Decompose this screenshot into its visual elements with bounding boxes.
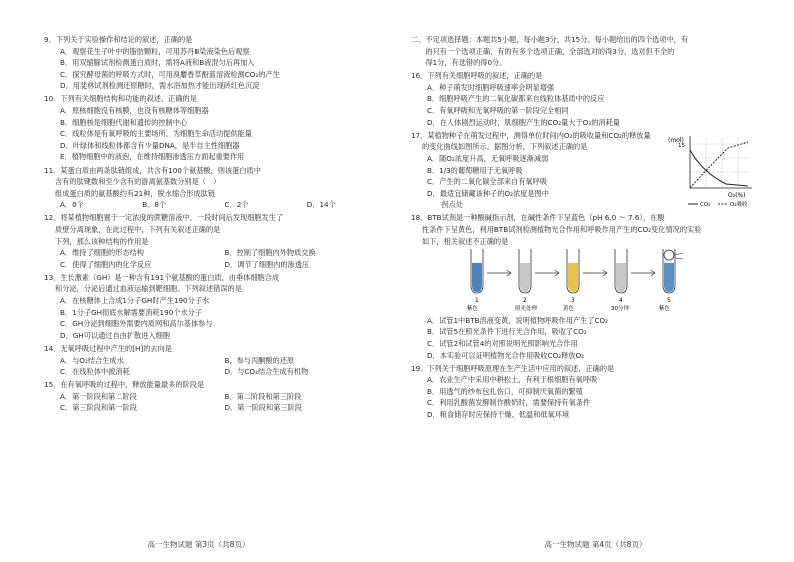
tube-label: 30分钟 [611, 306, 629, 312]
option-b: B．1分子GH彻底水解需要消耗190个水分子 [60, 307, 203, 317]
question-17 [411, 130, 758, 211]
option-row [44, 355, 389, 367]
option-d: D．GH可以通过自由扩散进入细胞 [60, 330, 170, 340]
option-a: A．在核糖体上合成1分子GH时产生190分子水 [60, 296, 210, 306]
question-text: 质壁分离现象，在此过程中，下列有关叙述正确的是 [55, 225, 221, 234]
option-a: A．第一阶段和第二阶段 [60, 391, 137, 401]
tube-number: 5 [667, 297, 671, 305]
question-stem: 17．某植物种子在萌发过程中，测得单位时间内O₂的吸收量和CO₂的释放量 [411, 130, 651, 140]
question-stem: 12．将某植物细胞置于一定浓度的蔗糖溶液中，一段时间后发现细胞发生了 [44, 213, 284, 223]
question-stem: 16．下列有关细胞呼吸的叙述，正确的是 [411, 71, 543, 81]
option-b: B．试管5在照光条件下进行光合作用，吸收了CO₂ [427, 327, 587, 337]
option-row [44, 199, 389, 211]
question-19 [411, 363, 758, 421]
option-c: C．试管2和试管4的对照说明光照影响光合作用 [427, 338, 578, 348]
tube-label: 紫色 [467, 306, 479, 312]
option-row [44, 366, 389, 378]
tube-number: 2 [523, 297, 527, 305]
option-a: A．原核细胞没有核膜，也没有核糖体等细胞器 [60, 106, 209, 116]
option-row [44, 402, 389, 414]
option-b: B．用双缩脲试剂检测蛋白质时，需将A液和B液混匀后再加入 [60, 58, 255, 68]
tube-liquid [520, 263, 530, 292]
lamp-icon [664, 250, 683, 260]
question-14 [44, 343, 389, 378]
question-stem: 9．下列关于实验操作和结论的叙述，正确的是 [44, 35, 193, 44]
option-d: D．第一阶段和第三阶段 [224, 403, 302, 413]
option-b: B．细胞核是细胞代谢和遗传的控制中心 [60, 117, 188, 127]
option-d: D．调节了细胞内的渗透压 [224, 259, 310, 269]
page-footer: 高一生物试题 第4页（共8页） [544, 540, 647, 549]
question-11 [44, 165, 389, 211]
question-text: 性条件下呈黄色，利用BTB试剂检测植物光合作用和呼吸作用产生的CO₂变化情况的实验 [422, 225, 702, 234]
question-stem: 18．BTB试剂是一种酸碱指示剂，在碱性条件下呈蓝色（pH 6.0 ～ 7.6），在酸 [411, 213, 665, 223]
option-c: C．在线粒体中被消耗 [60, 367, 130, 377]
option-d: D．用斐林试剂检测还原糖时，需水浴加热才能出现砖红色沉淀 [60, 81, 260, 91]
respiration-graph [666, 130, 758, 210]
option-c: C．探究酵母菌的呼吸方式时，可用溴麝香草酚蓝溶液检测CO₂的产生 [60, 69, 280, 79]
option-d: D．叶绿体和线粒体都含有少量DNA，是半自主性细胞器 [60, 140, 240, 150]
option-c: C．利用乳酸菌发酵制作酸奶时，需要保持有氧条件 [427, 398, 591, 408]
option-d: D．14个 [306, 200, 336, 210]
question-stem: 10．下列有关细胞结构和功能的叙述，正确的是 [44, 94, 197, 104]
question-text: 的变化曲线如图所示。据图分析，下列叙述正确的是 [422, 142, 588, 152]
option-c: C．第三阶段和第一阶段 [60, 403, 137, 413]
arrow-icon [535, 270, 559, 276]
option-row [44, 247, 389, 259]
option-c: C．GH分泌到细胞外需要内质网和高尔基体参与 [60, 319, 213, 329]
option-c: C．线粒体是有氧呼吸的主要场所，为细胞生命活动提供能量 [60, 129, 252, 139]
question-17-text [411, 130, 666, 211]
section-header [411, 34, 758, 69]
option-row [44, 391, 389, 403]
option-a: A．随O₂浓度升高，无氧呼吸逐渐减弱 [427, 153, 549, 163]
option-a: A．农业生产中采用中耕松土，有利于根细胞有氧呼吸 [427, 375, 598, 385]
o2-curve [690, 142, 748, 188]
option-a: A．种子萌发时细胞呼吸速率会明显增强 [427, 82, 555, 92]
tube-liquid [568, 263, 578, 292]
option-d: D．粮食储存时应保持干燥、低温和低氧环境 [427, 410, 570, 420]
option-c: C．产生的二氧化碳全部来自有氧呼吸 [427, 177, 548, 187]
option-a: A．观察花生子叶中的脂肪颗粒，可用苏丹Ⅲ染液染色后观察 [60, 46, 250, 56]
question-stem: 15．在有氧呼吸的过程中，释放能量最多的阶段是 [44, 380, 205, 390]
arrow-icon [487, 270, 511, 276]
option-c: C．2个 [224, 200, 249, 210]
question-15 [44, 379, 389, 414]
option-e: E．植物细胞中的液泡，在维持细胞渗透压方面起重要作用 [60, 152, 245, 162]
question-stem: 13．生长激素（GH）是一种含有191个氨基酸的蛋白质，由垂体细胞合成 [44, 272, 280, 282]
section-text: 的只有一个选项正确，有的有多个选项正确，全部选对的得3分，选对但不全的 [411, 46, 675, 56]
option-d: D．本实验可以证明植物光合作用吸收CO₂释放O₂ [427, 350, 585, 360]
question-text: 和分泌，分泌后通过血液运输到靶细胞。下列叙述错误的是 [55, 284, 242, 294]
y-axis-label: (mol) [668, 136, 684, 144]
co2-curve [690, 150, 748, 186]
question-text: 组成蛋白质的氨基酸约有21种，脱水缩合形成肽链 [55, 188, 216, 198]
tube-liquid [664, 263, 674, 292]
question-text: 含有的肽键数和至少含有的游离氨基数分别是（ ） [55, 177, 221, 187]
test-tube-1 [467, 249, 483, 311]
question-16 [411, 70, 758, 128]
btb-tube-figure [411, 247, 741, 311]
question-stem: 19．下列关于细胞呼吸原理在生产生活中应用的叙述，正确的是 [411, 363, 615, 373]
option-a: A．0个 [60, 200, 84, 210]
option-b: B．控制了细胞内外物质交换 [224, 248, 316, 258]
question-18 [411, 212, 758, 361]
option-b: B．参与丙酮酸的还原 [224, 355, 295, 365]
tube-number: 1 [475, 297, 479, 305]
option-c: C．使得了细胞内的化学反应 [60, 259, 152, 269]
tube-number: 3 [571, 297, 575, 305]
arrow-icon [583, 270, 607, 276]
page-footer: 高一生物试题 第3页（共8页） [147, 540, 250, 549]
question-13 [44, 272, 389, 342]
option-b: B．细胞呼吸产生的二氧化碳都来自线粒体基质中的反应 [427, 94, 605, 104]
option-c: C．有氧呼吸和无氧呼吸的第一阶段完全相同 [427, 106, 569, 116]
x-axis-label: O₂(%) [728, 191, 746, 199]
option-b: B．用透气的纱布包扎伤口，可抑制厌氧菌的繁殖 [427, 386, 583, 396]
option-d: D．最适宜储藏该种子的O₂浓度是图中 [427, 188, 549, 198]
y-tick-label: 15 [678, 142, 685, 149]
option-a: A．与O₂结合生成水 [60, 355, 124, 365]
tube-label: 照光处理 [515, 306, 538, 312]
question-stem: 11．某蛋白质由两条肽链组成，共含有100个氨基酸，则该蛋白质中 [44, 165, 261, 175]
section-text: 二、不定项选择题：本题共5小题，每小题3分，共15分。每小题给出的四个选项中，有 [411, 35, 689, 44]
question-stem: 14．无氧呼吸过程中产生的[H]的去向是 [44, 343, 172, 353]
option-a: A．维持了细胞的形态结构 [60, 248, 144, 258]
test-tube-2 [515, 249, 538, 311]
option-a: A．试管1中BTB溶液变黄，说明植物呼吸作用产生了CO₂ [427, 315, 609, 325]
legend-co2: CO₂ [700, 201, 711, 208]
question-10 [44, 93, 389, 163]
tube-label: 黄色 [563, 306, 575, 312]
tube-label: 紫色 [659, 306, 671, 312]
legend-o2: O₂吸收 [730, 201, 748, 208]
option-d: D．与CO₂结合生成有机物 [224, 367, 309, 377]
question-9 [44, 34, 389, 92]
option-row [44, 259, 389, 271]
test-tube-4 [611, 249, 629, 311]
tube-liquid [616, 263, 626, 292]
option-d-cont: 拐点处 [427, 200, 463, 210]
option-b: B．1/3的葡萄糖用于无氧呼吸 [427, 165, 523, 175]
tube-liquid [472, 263, 482, 292]
option-d: D．在人体剧烈运动时，肌细胞产生的CO₂量大于O₂的消耗量 [427, 117, 620, 127]
tube-group [467, 249, 675, 311]
arrow-icon [631, 270, 655, 276]
option-b: B．8个 [142, 200, 167, 210]
section-text: 得1分，有选错的得0分。 [411, 58, 507, 68]
test-tube-3 [563, 249, 579, 311]
tube-number: 4 [619, 297, 623, 305]
question-12 [44, 212, 389, 270]
option-b: B．第二阶段和第三阶段 [224, 391, 302, 401]
right-page [397, 0, 794, 562]
question-text: 下列，那么该种结构的作用是 [55, 236, 149, 246]
question-text: 如下，相关叙述不正确的是 [422, 236, 509, 246]
